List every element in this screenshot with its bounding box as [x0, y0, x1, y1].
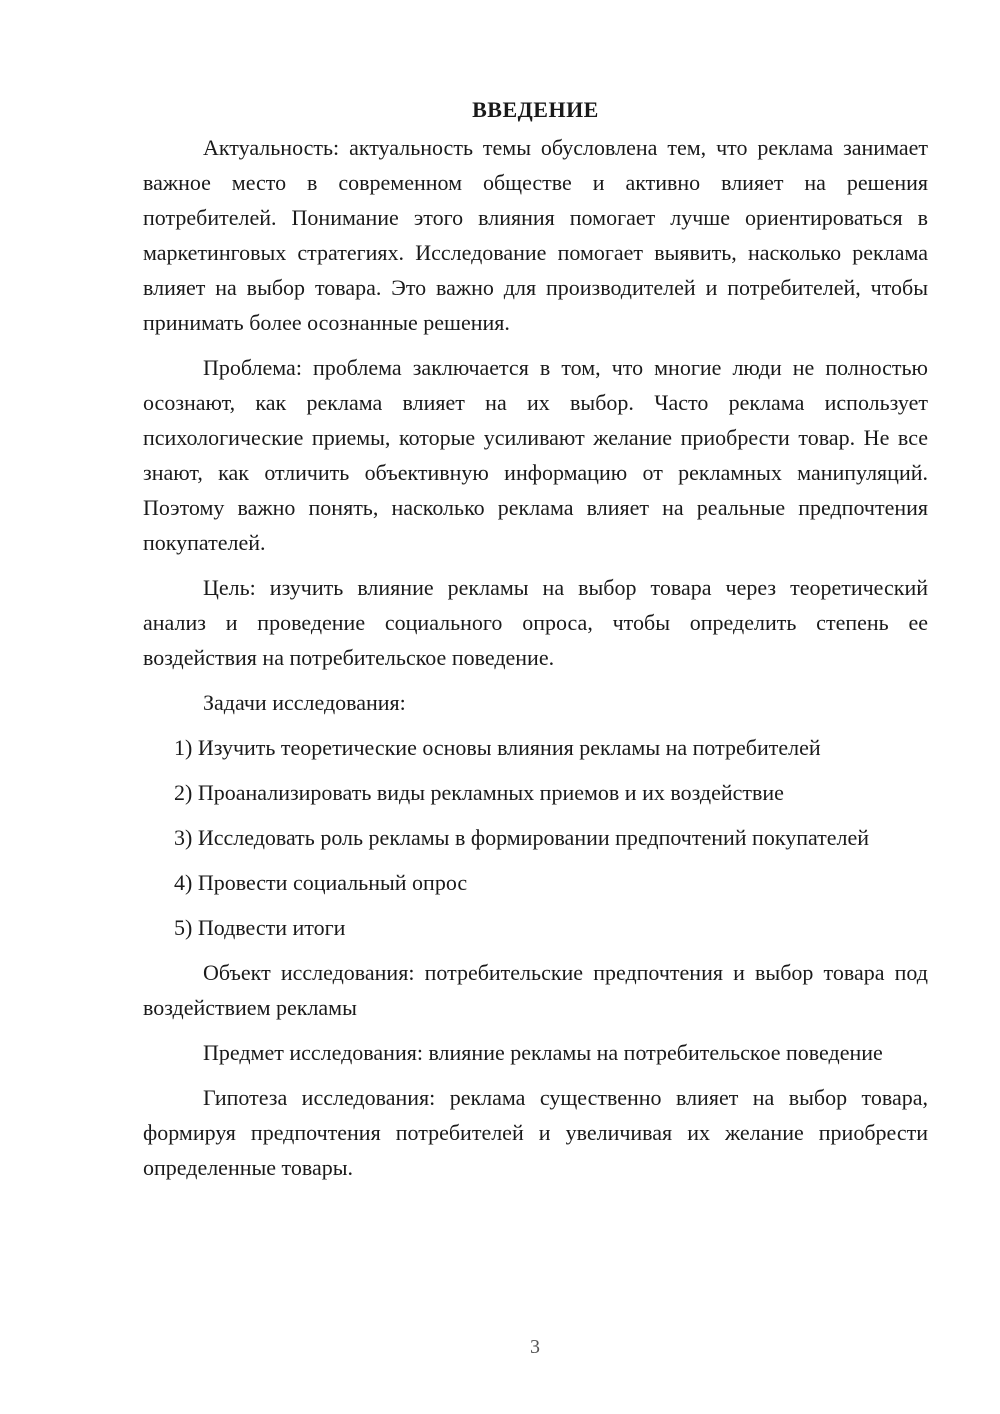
task-item: 3) Исследовать роль рекламы в формировании предпочтений покупателей: [174, 825, 870, 850]
subject-paragraph: Предмет исследования: влияние рекламы на потребительское поведение: [203, 1040, 883, 1065]
task-item: 5) Подвести итоги: [174, 915, 346, 940]
relevance-paragraph: Актуальность: актуальность темы обусловлена тем, что реклама занимает важное место в современном обществе и активно влияет на решения потребителей. Понимание этого влияния помогает лучше ориентироваться в маркетинговых стратегиях. Исследование помогает выявить, насколько реклама влияет на выбор товара. Это важно для производителей и потребителей, чтобы принимать более осознанные решения.: [143, 135, 928, 335]
task-item: 2) Проанализировать виды рекламных приемов и их воздействие: [174, 780, 784, 805]
task-item: 1) Изучить теоретические основы влияния рекламы на потребителей: [174, 735, 821, 760]
page-number: 3: [530, 1336, 540, 1358]
task-item: 4) Провести социальный опрос: [174, 870, 468, 895]
page-content: [143, 92, 928, 1195]
object-paragraph: Объект исследования: потребительские предпочтения и выбор товара под воздействием рекламы: [143, 960, 928, 1020]
problem-paragraph: Проблема: проблема заключается в том, что многие люди не полностью осознают, как реклама влияет на их выбор. Часто реклама использует психологические приемы, которые усиливают желание приобрести товар. Не все знают, как отличить объективную информацию от рекламных манипуляций. Поэтому важно понять, насколько реклама влияет на реальные предпочтения покупателей.: [143, 355, 928, 555]
page-title: ВВЕДЕНИЕ: [472, 97, 599, 122]
tasks-heading: Задачи исследования:: [203, 690, 406, 715]
goal-paragraph: Цель: изучить влияние рекламы на выбор товара через теоретический анализ и проведение социального опроса, чтобы определить степень ее воздействия на потребительское поведение.: [143, 575, 928, 670]
hypothesis-paragraph: Гипотеза исследования: реклама существенно влияет на выбор товара, формируя предпочтения потребителей и увеличивая их желание приобрести определенные товары.: [143, 1085, 928, 1180]
tasks-list: [143, 730, 928, 945]
